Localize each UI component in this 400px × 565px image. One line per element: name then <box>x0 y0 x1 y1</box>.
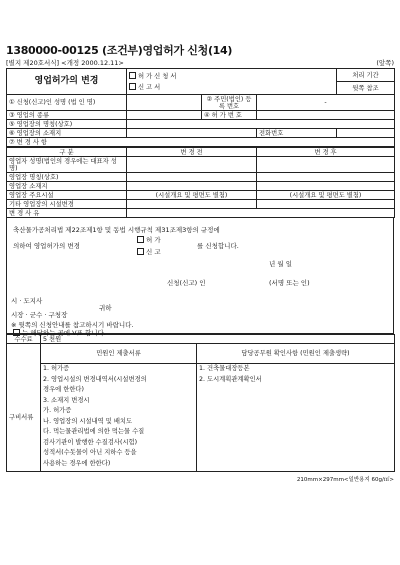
option-declare[interactable] <box>137 247 161 256</box>
doc-item: 가. 허가증 <box>43 407 72 414</box>
fee-label: 수수료 <box>7 335 41 344</box>
form-type-options <box>127 69 337 95</box>
doc-item: 나. 영업장의 시설내역 및 배치도 <box>43 417 133 425</box>
checkbox-icon[interactable] <box>129 83 136 90</box>
honorific: 귀하 <box>99 304 112 312</box>
change-reason-label: 변 경 사 유 <box>7 209 127 218</box>
change-before-field[interactable] <box>127 182 257 191</box>
business-address-label: ⑥ 영업장의 소재지 <box>7 129 127 138</box>
doc-item: 2. 도시계획관계확인서 <box>199 375 262 383</box>
change-after-field[interactable] <box>257 157 395 173</box>
business-type-label: ③ 영업의 종류 <box>7 111 127 120</box>
change-before-field[interactable] <box>127 173 257 182</box>
form-page <box>6 4 394 483</box>
applicant-name-label: ① 신청(신고)인 성명 (법 인 명) <box>7 95 127 111</box>
law-text-2: 의하여 영업허가의 변경 <box>13 242 80 250</box>
processing-label: 처리 기간 <box>337 69 395 82</box>
option-report-label: 신 고 서 <box>138 83 161 91</box>
docs-row-label: 구비서류 <box>7 364 41 472</box>
recipient-governor: 시 · 도지사 <box>11 297 43 305</box>
docs-official-list <box>197 364 395 472</box>
option-permit[interactable] <box>137 235 161 244</box>
column-before: 변 경 전 <box>127 148 257 157</box>
checkbox-icon[interactable] <box>129 72 136 79</box>
signature-label: (서명 또는 인) <box>269 279 310 287</box>
note-refer-back: ※ 뒷쪽의 신청안내를 참고하시기 바랍니다. <box>11 321 134 329</box>
permit-number-label: ④ 허 가 번 호 <box>202 111 257 120</box>
facility-note-after: (시설개요 및 평면도 별첨) <box>257 191 395 200</box>
applicant-label: 신청(신고) 인 <box>167 279 206 287</box>
change-item: 기타 영업장의 시설변경 <box>7 200 127 209</box>
business-name-label: ⑤ 영업장의 명칭(상호) <box>7 120 127 129</box>
column-after: 변 경 후 <box>257 148 395 157</box>
note-check-text: 는 해당하는 곳에 V표 합니다. <box>22 329 106 337</box>
doc-item: 1. 허가증 <box>43 365 70 372</box>
docs-column-applicant: 민원인 제출서류 <box>41 344 197 364</box>
paper-spec: 210mm×297mm<일반용지 60g/㎡> <box>296 477 394 483</box>
doc-item: 사용하는 경우에 한한다) <box>43 459 111 467</box>
changes-label: ⑦ 변 경 사 항 <box>7 138 395 147</box>
doc-item: 3. 소재지 변경시 <box>43 396 90 404</box>
law-text: 축산물가공처리법 제22조제1항 및 동법 시행규칙 제31조제3항의 규정에 <box>13 226 220 234</box>
form-title: 영업허가의 변경 <box>7 69 127 95</box>
fee-value: 5 천원 <box>41 335 395 344</box>
change-before-field[interactable] <box>127 200 257 209</box>
change-item: 영업장 주요시설 <box>7 191 127 200</box>
processing-value: 뒷쪽 참조 <box>337 82 395 95</box>
business-address-field[interactable] <box>127 129 257 138</box>
docs-column-official: 담당공무원 확인사항 (민원인 제출생략) <box>197 344 395 364</box>
doc-item: 경우에 한한다) <box>43 386 84 393</box>
form-header-table <box>6 68 395 147</box>
docs-label-top <box>7 344 41 364</box>
change-after-field[interactable] <box>257 173 395 182</box>
change-reason-field[interactable] <box>127 209 395 218</box>
doc-item: 성적서(수돗물이 아닌 지하수 등을 <box>43 449 137 456</box>
business-type-field[interactable] <box>127 111 202 120</box>
checkbox-icon[interactable] <box>137 236 144 243</box>
option-apply-label: 허 가 신 청 서 <box>138 72 177 80</box>
change-after-field[interactable] <box>257 182 395 191</box>
phone-label: 전화번호 <box>257 129 337 138</box>
change-after-field[interactable] <box>257 200 395 209</box>
option-permit-label: 허 가 <box>146 236 161 244</box>
checkbox-icon <box>13 329 20 336</box>
facility-note-before: (시설개요 및 평면도 별첨) <box>127 191 257 200</box>
business-name-field[interactable] <box>127 120 395 129</box>
doc-item: 다. 먹는물관리법에 의한 먹는물 수질 <box>43 428 145 435</box>
change-item: 영업자 성명(법인의 경우에는 대표자 성명) <box>7 157 127 173</box>
applicant-name-field[interactable] <box>127 95 202 111</box>
option-declare-label: 신 고 <box>146 248 161 256</box>
form-reference-line <box>6 59 394 68</box>
change-item: 영업장 명칭(상호) <box>7 173 127 182</box>
declaration-box <box>6 218 394 337</box>
apply-suffix: 를 신청합니다. <box>197 242 239 250</box>
doc-item: 1. 건축물대장등본 <box>199 365 250 372</box>
doc-item: 2. 영업시설의 변경내역서(시설변경의 <box>43 375 147 383</box>
document-title: 1380000-00125 (조건부)영업허가 신청(14) <box>6 44 233 57</box>
documents-table <box>6 334 395 472</box>
permit-number-field[interactable] <box>257 111 395 120</box>
recipient-mayor: 시장 · 군수 · 구청장 <box>11 311 68 319</box>
docs-applicant-list <box>41 364 197 472</box>
change-before-field[interactable] <box>127 157 257 173</box>
changes-table <box>6 147 395 218</box>
note-check <box>13 328 106 337</box>
registration-number-field[interactable]: - <box>257 95 395 111</box>
page-side-note: (앞쪽) <box>376 59 394 67</box>
date-line: 년 월 일 <box>269 260 292 268</box>
option-report[interactable] <box>129 82 334 93</box>
change-item: 영업장 소재지 <box>7 182 127 191</box>
form-reference: [별지 제20호서식] <개정 2000.12.11> <box>6 59 124 67</box>
phone-field[interactable] <box>337 129 395 138</box>
checkbox-icon[interactable] <box>137 248 144 255</box>
registration-number-label: ② 주민(법인) 등록 번호 <box>202 95 257 111</box>
option-apply[interactable] <box>129 71 334 82</box>
column-item: 구 분 <box>7 148 127 157</box>
doc-item: 검사기관이 발행한 수질검사(시험) <box>43 438 138 446</box>
